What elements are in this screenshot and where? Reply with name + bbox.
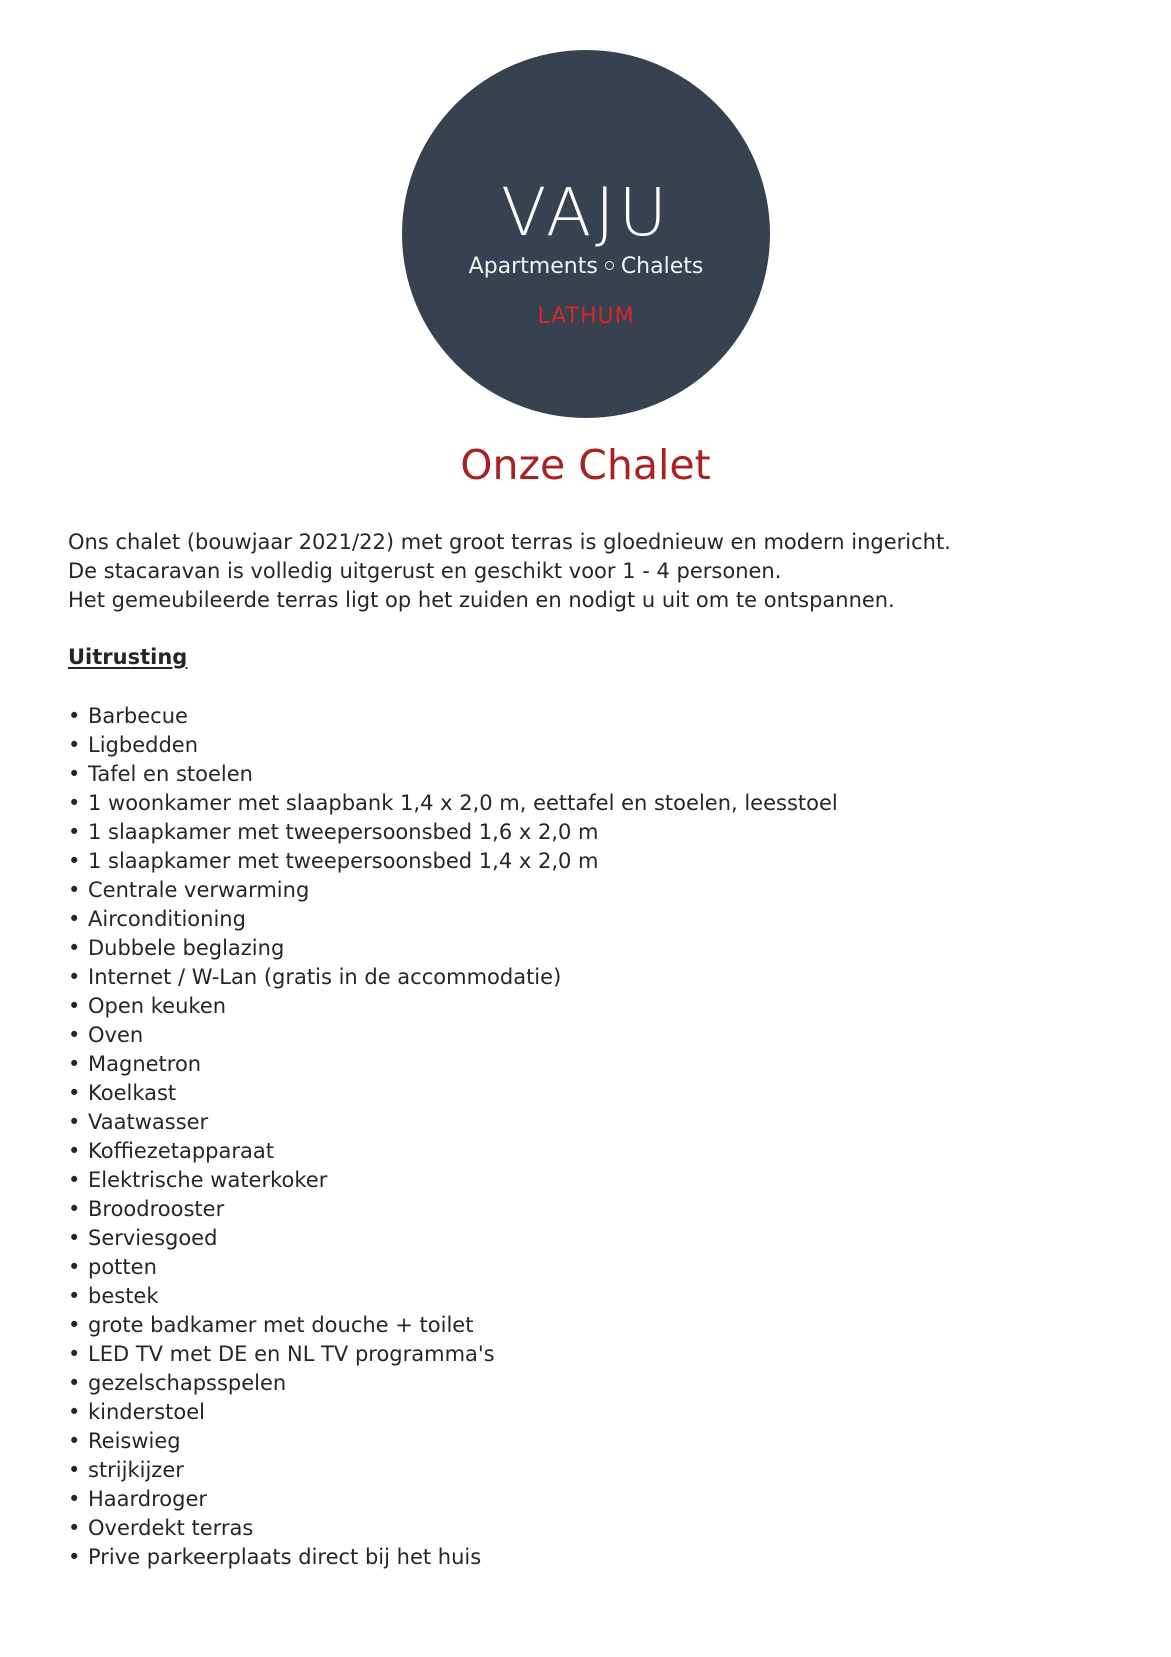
list-item-label: Dubbele beglazing [88,936,285,960]
list-item-label: Tafel en stoelen [88,762,253,786]
list-item-label: Elektrische waterkoker [88,1168,328,1192]
list-item-label: 1 slaapkamer met tweepersoonsbed 1,6 x 2,0 m [88,820,599,844]
list-item-label: bestek [88,1284,159,1308]
bullet-icon: • [68,1168,81,1192]
list-item-label: Internet / W-Lan (gratis in de accommodatie) [88,965,562,989]
list-item-label: Magnetron [88,1052,202,1076]
list-item-label: Serviesgoed [88,1226,218,1250]
bullet-icon: • [68,994,81,1018]
intro-line: Het gemeubileerde terras ligt op het zuiden en nodigt u uit om te ontspannen. [68,588,895,612]
list-item-label: Broodrooster [88,1197,225,1221]
logo-subtitle [402,256,770,278]
list-item [68,934,838,963]
intro-line: Ons chalet (bouwjaar 2021/22) met groot terras is gloednieuw en modern ingericht. [68,530,951,554]
list-item [68,847,838,876]
list-item [68,1195,838,1224]
bullet-icon: • [68,1139,81,1163]
bullet-icon: • [68,1371,81,1395]
bullet-icon: • [68,1110,81,1134]
list-item [68,1340,838,1369]
bullet-icon: • [68,849,81,873]
list-item [68,1311,838,1340]
equipment-heading: Uitrusting [68,645,188,669]
list-item [68,760,838,789]
list-item-label: Reiswieg [88,1429,181,1453]
list-item-label: Centrale verwarming [88,878,310,902]
bullet-icon: • [68,878,81,902]
list-item-label: LED TV met DE en NL TV programma's [88,1342,495,1366]
equipment-list [68,702,838,1572]
list-item-label: Oven [88,1023,144,1047]
bullet-icon: • [68,1081,81,1105]
list-item-label: Koffiezetapparaat [88,1139,274,1163]
logo-brand-name: VAJU [501,174,671,251]
list-item [68,731,838,760]
bullet-icon: • [68,1429,81,1453]
list-item-label: Ligbedden [88,733,199,757]
list-item [68,1079,838,1108]
list-item [68,818,838,847]
list-item-label: Vaatwasser [88,1110,209,1134]
bullet-icon: • [68,1284,81,1308]
list-item [68,1253,838,1282]
list-item [68,1137,838,1166]
list-item-label: gezelschapsspelen [88,1371,287,1395]
bullet-icon: • [68,1197,81,1221]
list-item [68,1369,838,1398]
list-item [68,1427,838,1456]
list-item-label: potten [88,1255,157,1279]
list-item-label: Prive parkeerplaats direct bij het huis [88,1545,482,1569]
bullet-icon: • [68,1313,81,1337]
list-item-label: Barbecue [88,704,188,728]
list-item-label: strijkijzer [88,1458,184,1482]
bullet-icon: • [68,1400,81,1424]
bullet-icon: • [68,1052,81,1076]
intro-text [68,528,1128,615]
circle-separator-icon [605,261,614,270]
list-item [68,1398,838,1427]
page-title: Onze Chalet [460,441,711,489]
bullet-icon: • [68,791,81,815]
bullet-icon: • [68,1458,81,1482]
bullet-icon: • [68,1226,81,1250]
logo-city: LATHUM [537,304,635,329]
intro-line: De stacaravan is volledig uitgerust en geschikt voor 1 - 4 personen. [68,559,782,583]
list-item-label: Overdekt terras [88,1516,254,1540]
list-item-label: Haardroger [88,1487,208,1511]
bullet-icon: • [68,1342,81,1366]
logo-subtitle-chalets: Chalets [620,254,704,279]
list-item-label: 1 woonkamer met slaapbank 1,4 x 2,0 m, eettafel en stoelen, leesstoel [88,791,838,815]
list-item-label: Koelkast [88,1081,177,1105]
bullet-icon: • [68,936,81,960]
bullet-icon: • [68,733,81,757]
list-item [68,1543,838,1572]
bullet-icon: • [68,1516,81,1540]
list-item [68,992,838,1021]
logo-subtitle-apartments: Apartments [468,254,598,279]
list-item [68,1050,838,1079]
bullet-icon: • [68,704,81,728]
bullet-icon: • [68,1545,81,1569]
list-item [68,1282,838,1311]
bullet-icon: • [68,907,81,931]
bullet-icon: • [68,965,81,989]
list-item [68,1514,838,1543]
list-item [68,1021,838,1050]
list-item-label: Open keuken [88,994,227,1018]
bullet-icon: • [68,1487,81,1511]
list-item [68,702,838,731]
list-item-label: 1 slaapkamer met tweepersoonsbed 1,4 x 2,0 m [88,849,599,873]
bullet-icon: • [68,762,81,786]
list-item-label: kinderstoel [88,1400,205,1424]
list-item [68,1224,838,1253]
list-item [68,789,838,818]
list-item [68,905,838,934]
list-item [68,1485,838,1514]
list-item-label: Airconditioning [88,907,246,931]
list-item [68,876,838,905]
list-item-label: grote badkamer met douche + toilet [88,1313,474,1337]
list-item [68,1456,838,1485]
bullet-icon: • [68,1023,81,1047]
brand-logo [402,50,770,418]
list-item [68,1108,838,1137]
list-item [68,1166,838,1195]
list-item [68,963,838,992]
bullet-icon: • [68,820,81,844]
bullet-icon: • [68,1255,81,1279]
